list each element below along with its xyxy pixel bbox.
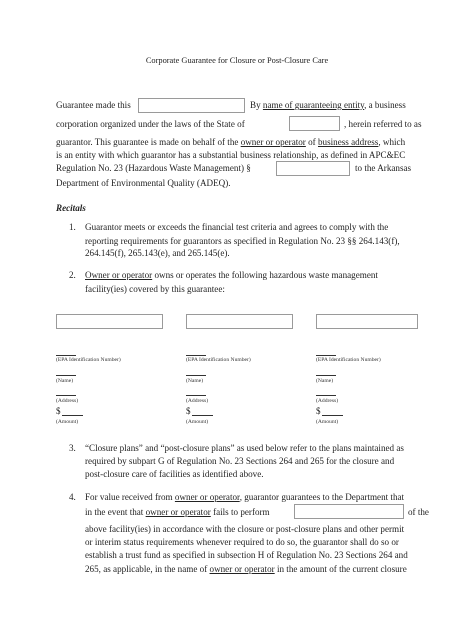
item-text: in the amount of the current closure (276, 564, 407, 574)
item-1-line-3: 264.145(f), 265.143(e), and 265.145(e). (85, 248, 230, 258)
item-text: in the event that (85, 507, 144, 517)
obligation-field[interactable] (294, 504, 404, 519)
intro-text: Department of Environmental Quality (ADEQ). (56, 178, 231, 188)
item-text: fails to perform (213, 507, 270, 517)
item-2-line-2: facility(ies) covered by this guarantee: (85, 284, 225, 294)
regulation-section-field[interactable] (276, 161, 350, 176)
owner-operator-label: owner or operator (145, 507, 211, 517)
item-text: owns or operates the following hazardous waste management (154, 270, 378, 280)
item-text: 265, as applicable, in the name of (85, 564, 208, 574)
facility-1-name-underline (56, 375, 76, 376)
business-address-label: business address (317, 137, 379, 147)
item-2-line-1 (85, 269, 378, 281)
item-4-number: 4. (69, 492, 76, 502)
facility-1-amount-label: (Amount) (56, 419, 79, 425)
item-4-line-4: or interim status requirements whenever required to do so, the guarantor shall do so or (85, 537, 399, 547)
facility-3-address-label: (Address) (316, 398, 339, 404)
item-4-line-6 (85, 563, 407, 575)
intro-text: , which (378, 137, 406, 147)
guaranteeing-entity-label: name of guaranteeing entity (262, 100, 365, 110)
intro-line-2b (344, 118, 422, 130)
facility-1-address-label: (Address) (56, 398, 79, 404)
document-title: Corporate Guarantee for Closure or Post-Closure Care (145, 56, 329, 65)
facility-3-epa-id-field[interactable] (316, 314, 418, 329)
intro-line-5b (355, 162, 411, 174)
facility-3-name-underline (316, 375, 336, 376)
owner-operator-label: owner or operator (240, 137, 306, 147)
item-1-line-1: Guarantor meets or exceeds the financial test criteria and agrees to comply with the (85, 222, 389, 232)
facility-3-name-label: (Name) (316, 378, 334, 384)
item-text: , guarantor guarantees to the Department that (239, 492, 405, 502)
intro-text: Guarantee made this (56, 100, 131, 110)
item-3-line-3: post-closure care of facilities as identified above. (85, 469, 264, 479)
intro-line-2 (56, 118, 245, 130)
item-4-line-2b: of the (408, 507, 429, 517)
intro-text: is an entity with which guarantor has a substantial business relationship, as defined in APC&EC (56, 150, 406, 160)
intro-line-5 (56, 162, 251, 174)
facility-2-epa-label: (EPA Identification Number) (186, 357, 251, 363)
intro-line-1 (56, 99, 131, 111)
facility-1-epa-underline (56, 355, 76, 356)
intro-text: By (250, 100, 261, 110)
intro-line-1b (250, 99, 406, 111)
facility-2-name-underline (186, 375, 206, 376)
item-1-line-2: reporting requirements for guarantors as specified in Regulation No. 23 §§ 264.143(f), (85, 236, 400, 246)
item-text: For value received from (85, 492, 173, 502)
facility-2-address-underline (186, 395, 206, 396)
intro-text: , a business (364, 100, 406, 110)
facility-2-address-label: (Address) (186, 398, 209, 404)
item-1-number: 1. (69, 222, 76, 232)
facility-1-dollar-sign: $ (56, 406, 61, 416)
state-field[interactable] (289, 116, 340, 131)
facility-3-address-underline (316, 395, 336, 396)
facility-2-dollar-sign: $ (186, 406, 191, 416)
intro-text: corporation organized under the laws of the State of (56, 119, 245, 129)
facility-2-amount-underline (192, 415, 213, 416)
facility-1-amount-underline (62, 415, 83, 416)
item-3-line-2: required by subpart G of Regulation No. 23 Sections 264 and 265 for the closure and (85, 456, 395, 466)
facility-2-amount-label: (Amount) (186, 419, 209, 425)
item-4-line-5: establish a trust fund as specified in subsection H of Regulation No. 23 Sections 264 and (85, 550, 408, 560)
facility-3-epa-underline (316, 355, 336, 356)
facility-3-epa-label: (EPA Identification Number) (316, 357, 381, 363)
intro-line-3 (56, 136, 405, 148)
owner-operator-label: Owner or operator (85, 270, 153, 280)
intro-line-6 (56, 177, 231, 189)
intro-text: to the Arkansas (355, 163, 412, 173)
item-3-number: 3. (69, 443, 76, 453)
facility-2-epa-underline (186, 355, 206, 356)
intro-text: guarantor. This guarantee is made on behalf of the (56, 137, 239, 147)
intro-line-4 (56, 149, 405, 161)
owner-operator-label: owner or operator (209, 564, 275, 574)
owner-operator-label: owner or operator (174, 492, 240, 502)
facility-1-epa-label: (EPA Identification Number) (56, 357, 121, 363)
facility-2-epa-id-field[interactable] (186, 314, 293, 329)
item-4-line-1 (85, 491, 404, 503)
facility-3-dollar-sign: $ (316, 406, 321, 416)
item-4-line-2 (85, 506, 270, 518)
intro-text: of (308, 137, 316, 147)
intro-text: Regulation No. 23 (Hazardous Waste Management) § (56, 163, 251, 173)
facility-1-name-label: (Name) (56, 378, 74, 384)
item-3-line-1: “Closure plans” and “post-closure plans” as used below refer to the plans maintained as (85, 443, 404, 453)
facility-3-amount-underline (322, 415, 343, 416)
intro-text: , herein referred to as (344, 119, 422, 129)
guarantee-date-field[interactable] (138, 98, 245, 113)
facility-3-amount-label: (Amount) (316, 419, 339, 425)
facility-1-address-underline (56, 395, 76, 396)
facility-2-name-label: (Name) (186, 378, 204, 384)
item-4-line-3: above facility(ies) in accordance with the closure or post-closure plans and other permit (85, 524, 405, 534)
recitals-heading: Recitals (56, 203, 86, 213)
facility-1-epa-id-field[interactable] (56, 314, 163, 329)
item-2-number: 2. (69, 270, 76, 280)
